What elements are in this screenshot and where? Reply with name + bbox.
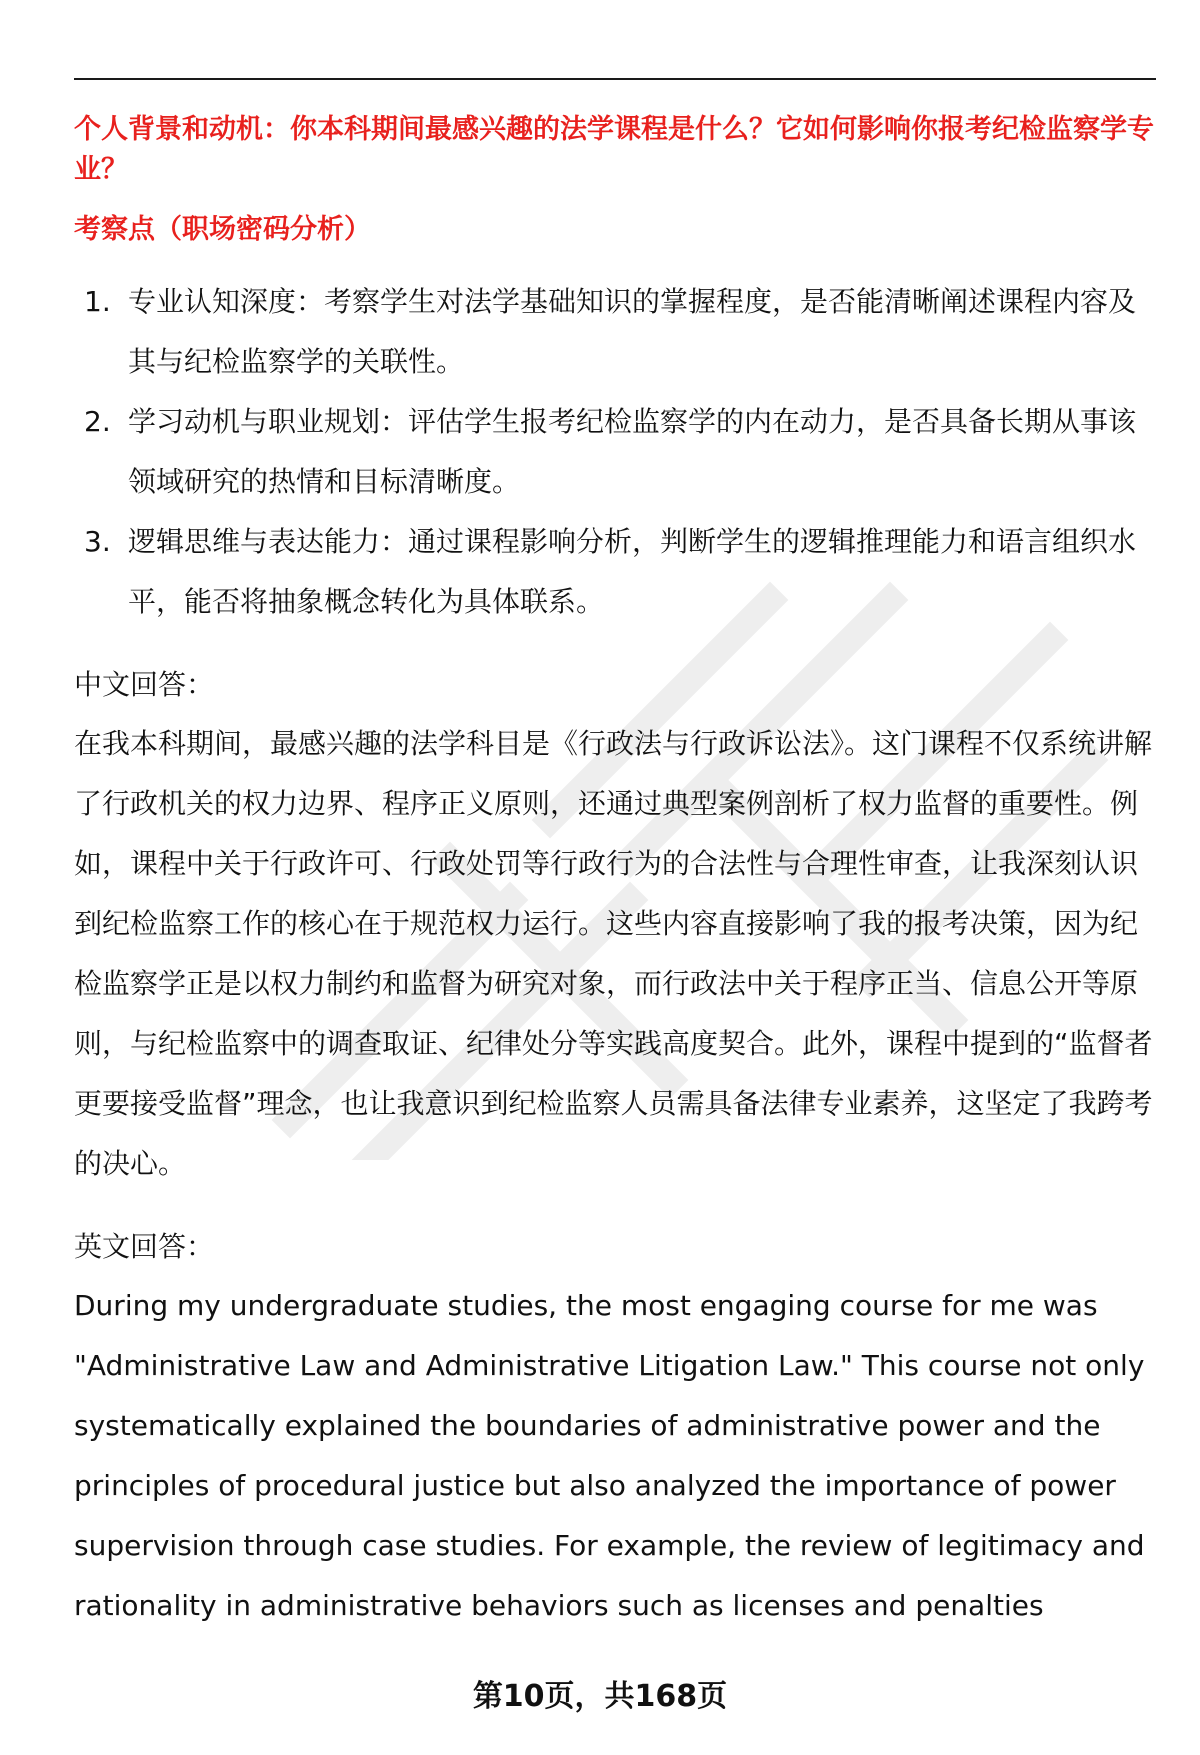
- top-rule: [74, 78, 1156, 80]
- list-item: [74, 392, 1158, 512]
- list-number: 3.: [84, 525, 111, 558]
- document-body: [74, 110, 1158, 1636]
- list-item-text: 学习动机与职业规划：评估学生报考纪检监察学的内在动力，是否具备长期从事该领域研究的热情和目标清晰度。: [128, 405, 1137, 498]
- english-answer-label: 英文回答：: [74, 1230, 215, 1263]
- list-number: 2.: [84, 405, 111, 438]
- list-item-text: 专业认知深度：考察学生对法学基础知识的掌握程度，是否能清晰阐述课程内容及其与纪检监察学的关联性。: [128, 285, 1137, 378]
- chinese-answer-text: 在我本科期间，最感兴趣的法学科目是《行政法与行政诉讼法》。这门课程不仅系统讲解了行政机关的权力边界、程序正义原则，还通过典型案例剖析了权力监督的重要性。例如，课程中关于行政许可、行政处罚等行政行为的合法性与合理性审查，让我深刻认识到纪检监察工作的核心在于规范权力运行。这些内容直接影响了我的报考决策，因为纪检监察学正是以权力制约和监督为研究对象，而行政法中关于程序正当、信息公开等原则，与纪检监察中的调查取证、纪律处分等实践高度契合。此外，课程中提到的“监督者更要接受监督”理念，也让我意识到纪检监察人员需具备法律专业素养，这坚定了我跨考的决心。: [74, 727, 1153, 1180]
- list-item-text: 逻辑思维与表达能力：通过课程影响分析，判断学生的逻辑推理能力和语言组织水平，能否将抽象概念转化为具体联系。: [128, 525, 1137, 618]
- list-item: [74, 272, 1158, 392]
- english-answer-text: During my undergraduate studies, the most engaging course for me was "Administrative Law and Administrative Litigation Law." This course not only systematically explained the boundaries of administrative power and the principles of procedural justice but also analyzed the importance of power supervision through case studies. For example, the review of legitimacy and rationality in administrative behaviors such as licenses and penalties: [74, 1289, 1145, 1622]
- page-number-footer: 第10页，共168页: [472, 1679, 728, 1714]
- question-heading: 个人背景和动机：你本科期间最感兴趣的法学课程是什么？它如何影响你报考纪检监察学专业？: [74, 114, 1154, 185]
- points-title: 考察点（职场密码分析）: [74, 214, 371, 245]
- evaluation-points-list: [74, 272, 1158, 632]
- list-number: 1.: [84, 285, 111, 318]
- list-item: [74, 512, 1158, 632]
- chinese-answer-label: 中文回答：: [74, 668, 215, 701]
